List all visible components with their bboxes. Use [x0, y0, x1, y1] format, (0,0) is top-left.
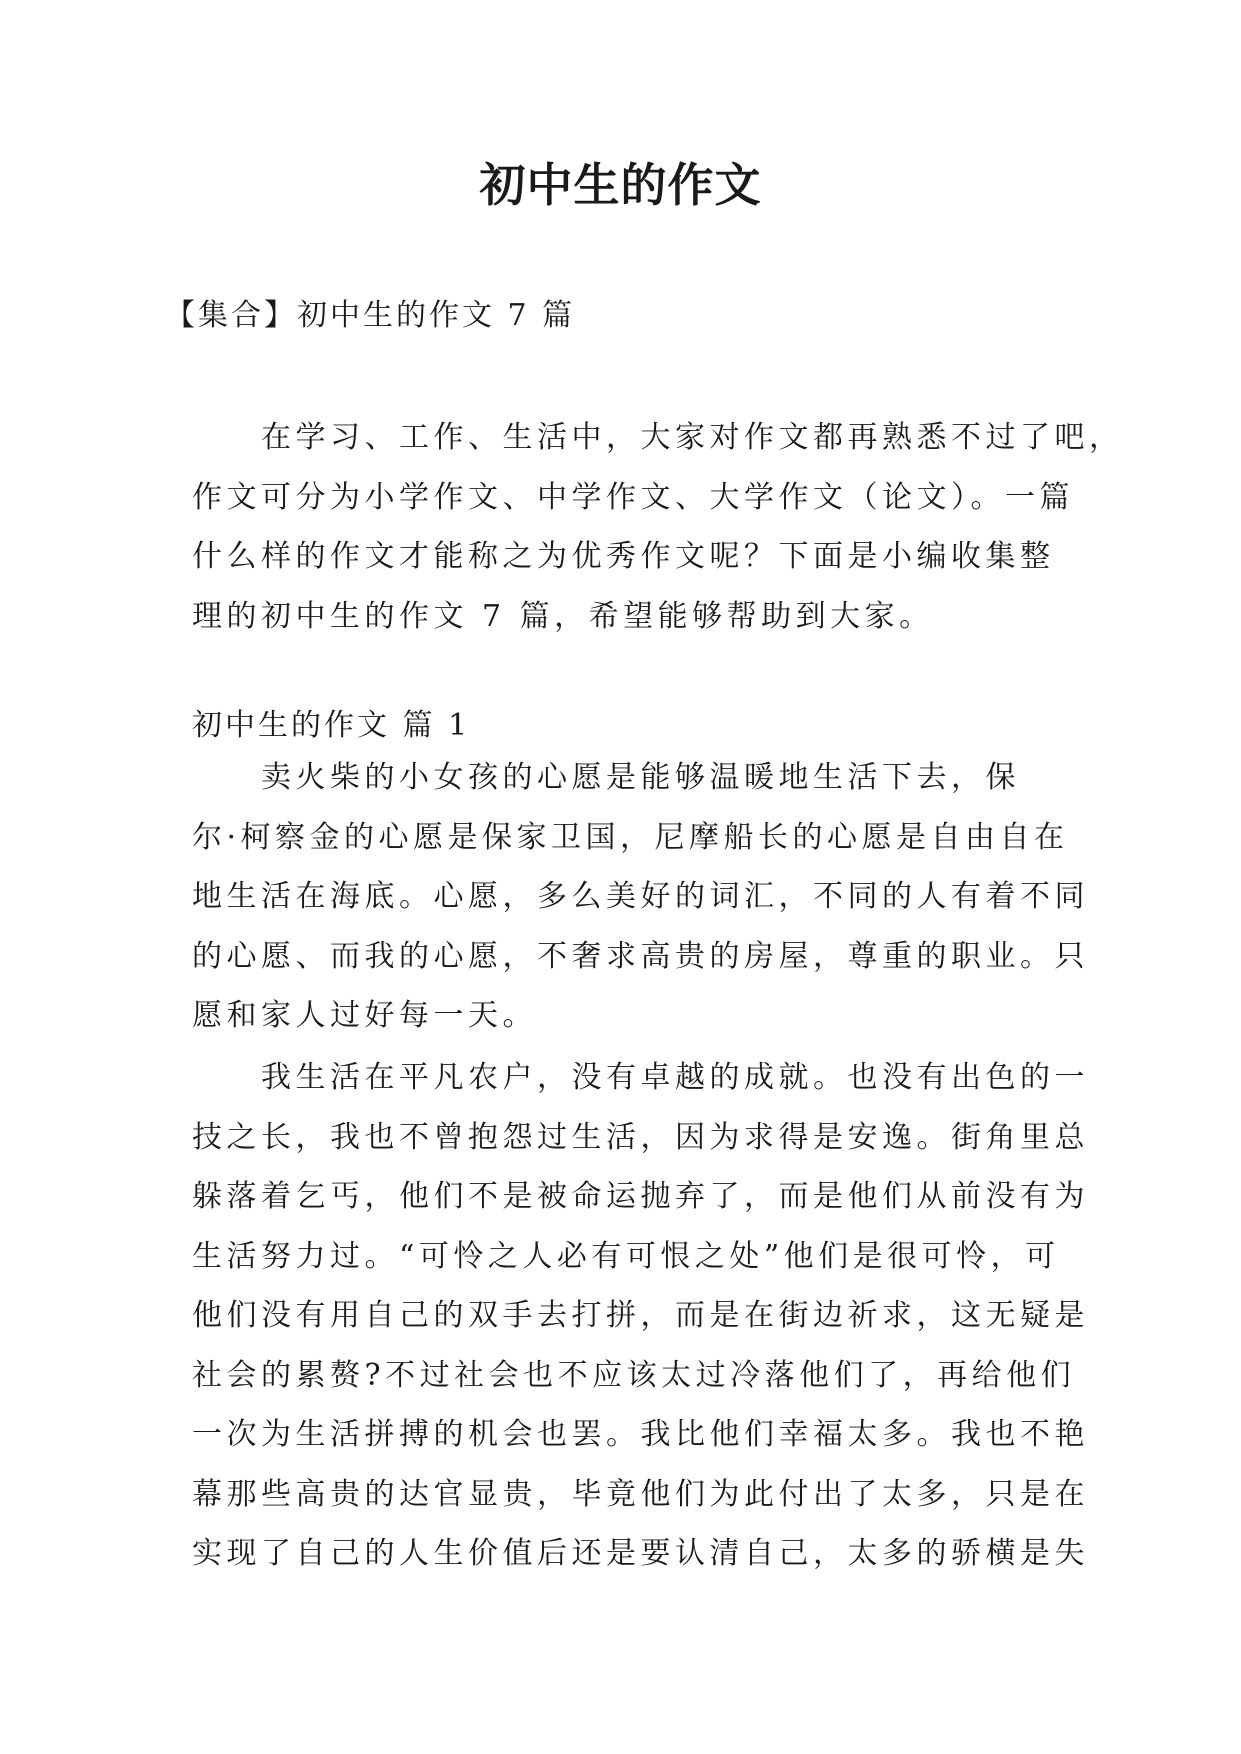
document-title: 初中生的作文: [479, 158, 762, 212]
intro-line: 理的初中生的作文 7 篇，希望能够帮助到大家。: [192, 598, 934, 634]
paragraph-line: 实现了自己的人生价值后还是要认清自己，太多的骄横是失: [192, 1536, 1089, 1571]
essay-paragraph-2: [192, 1048, 1089, 1584]
paragraph-line: 的心愿、而我的心愿，不奢求高贵的房屋，尊重的职业。只: [192, 938, 1089, 974]
intro-line: 作文可分为小学作文、中学作文、大学作文（论文）。一篇: [192, 479, 1074, 515]
essay-paragraph-1: [192, 748, 1089, 1046]
paragraph-line: 幕那些高贵的达官显贵，毕竟他们为此付出了太多，只是在: [192, 1476, 1089, 1512]
paragraph-line: 技之长，我也不曾抱怨过生活，因为求得是安逸。街角里总: [192, 1119, 1089, 1155]
paragraph-line: 他们没有用自己的双手去打拼，而是在街边祈求，这无疑是: [192, 1298, 1089, 1333]
intro-paragraph: [192, 408, 1124, 646]
section-heading: 初中生的作文 篇 1: [192, 708, 471, 743]
paragraph-line: 躲落着乞丐，他们不是被命运抛弃了，而是他们从前没有为: [192, 1179, 1089, 1214]
paragraph-line: 我生活在平凡农户，没有卓越的成就。也没有出色的一: [192, 1060, 1089, 1095]
paragraph-line: 卖火柴的小女孩的心愿是能够温暖地生活下去，保: [192, 760, 1020, 795]
paragraph-line: 社会的累赘?不过社会也不应该太过冷落他们了，再给他们: [192, 1357, 1076, 1393]
document-subtitle: 【集合】初中生的作文 7 篇: [165, 298, 576, 333]
paragraph-line: 地生活在海底。心愿，多么美好的词汇，不同的人有着不同: [192, 879, 1089, 914]
intro-line: 在学习、工作、生活中，大家对作文都再熟悉不过了吧，: [192, 420, 1124, 455]
paragraph-line: 愿和家人过好每一天。: [192, 998, 537, 1033]
paragraph-line: 尔·柯察金的心愿是保家卫国，尼摩船长的心愿是自由自在: [192, 819, 1069, 855]
paragraph-line: 一次为生活拼搏的机会也罢。我比他们幸福太多。我也不艳: [192, 1417, 1089, 1452]
paragraph-line: 生活努力过。“可怜之人必有可恨之处”他们是很可怜，可: [192, 1238, 1060, 1274]
intro-line: 什么样的作文才能称之为优秀作文呢？下面是小编收集整: [192, 539, 1055, 574]
